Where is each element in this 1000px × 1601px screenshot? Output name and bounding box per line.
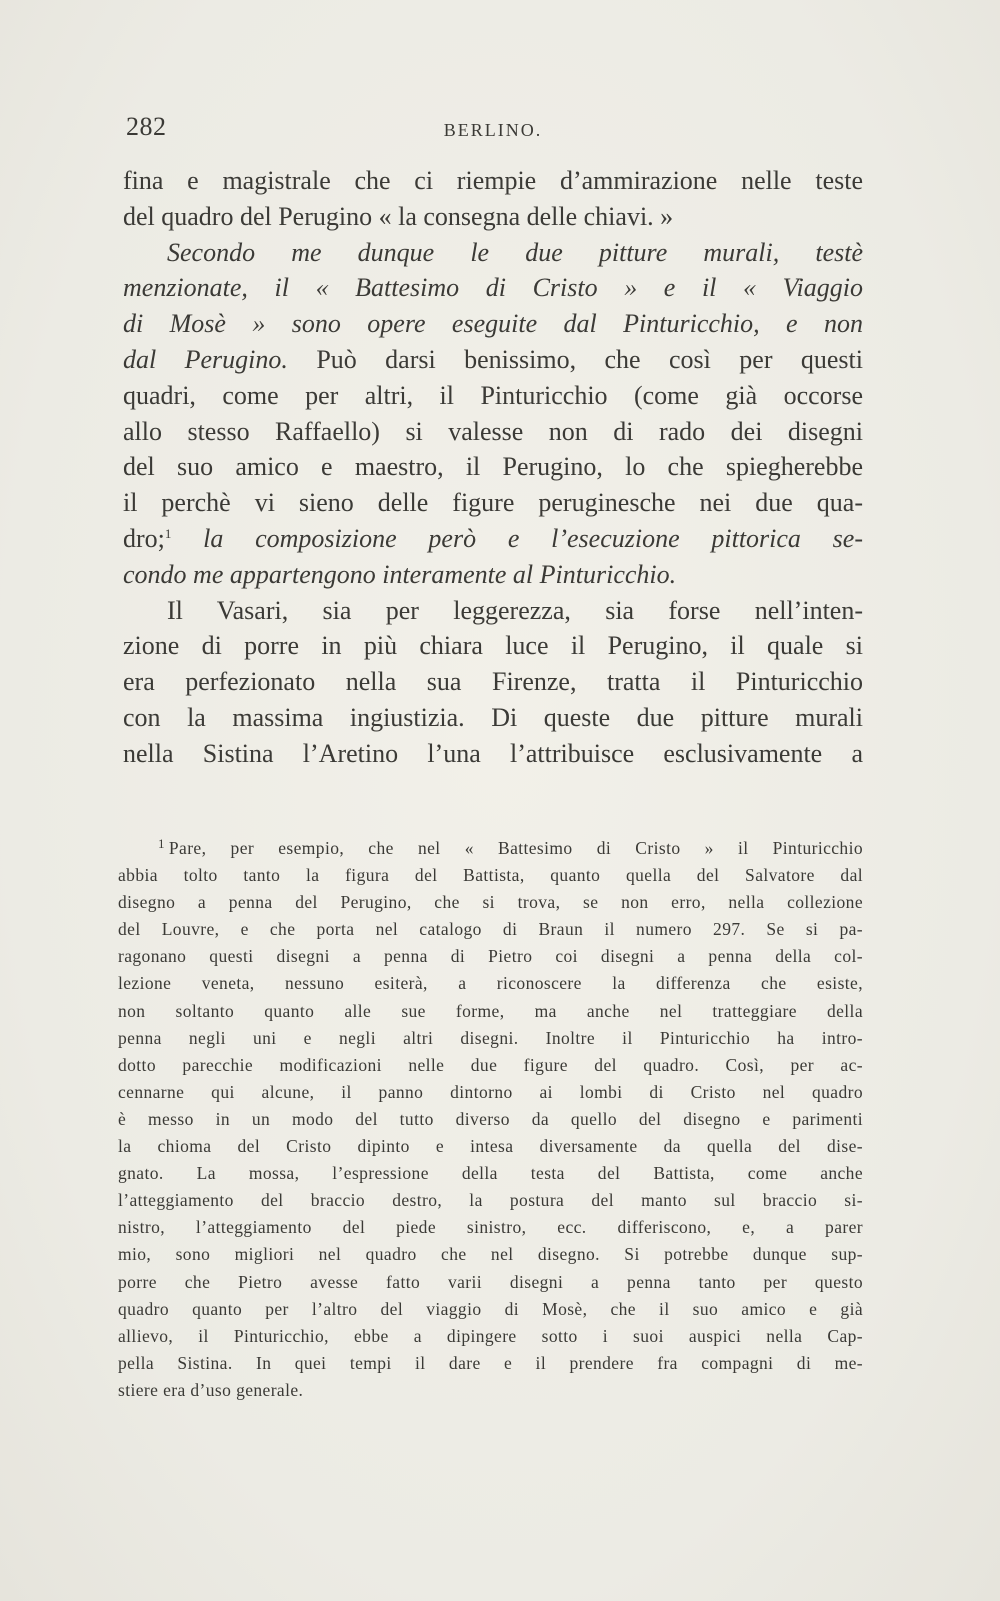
text-line bbox=[123, 557, 863, 593]
footnote-line bbox=[118, 1214, 863, 1241]
text-segment: del suo amico e maestro, il Perugino, lo che spiegherebbe bbox=[123, 452, 863, 482]
text-segment: condo me appartengono interamente al Pinturicchio. bbox=[123, 559, 677, 589]
page-header bbox=[126, 112, 860, 152]
footnote-text: gnato. La mossa, l’espressione della testa del Battista, come anche bbox=[118, 1163, 863, 1184]
footnote-line bbox=[118, 943, 863, 970]
text-line bbox=[123, 199, 863, 235]
footnote-text: pella Sistina. In quei tempi il dare e il prendere fra compagni di me- bbox=[118, 1352, 863, 1373]
footnote-line bbox=[118, 916, 863, 943]
footnote-text: penna negli uni e negli altri disegni. Inoltre il Pinturicchio ha intro- bbox=[118, 1027, 863, 1048]
footnote-text: ragonano questi disegni a penna di Pietro coi disegni a penna della col- bbox=[118, 946, 863, 967]
footnote-line bbox=[118, 1160, 863, 1187]
footnote-text: abbia tolto tanto la figura del Battista, quanto quella del Salvatore dal bbox=[118, 865, 863, 886]
text-line bbox=[123, 342, 863, 378]
footnote-line bbox=[118, 1241, 863, 1268]
footnote-text: stiere era d’uso generale. bbox=[118, 1379, 304, 1400]
text-segment: dro; bbox=[123, 523, 165, 553]
text-line bbox=[123, 664, 863, 700]
footnote-line bbox=[118, 1025, 863, 1052]
text-line bbox=[123, 485, 863, 521]
footnote-text: dotto parecchie modificazioni nelle due figure del quadro. Così, per ac- bbox=[118, 1054, 863, 1075]
footnote-text: del Louvre, e che porta nel catalogo di Braun il numero 297. Se si pa- bbox=[118, 919, 863, 940]
text-segment: Secondo me dunque le due pitture murali, testè bbox=[167, 237, 863, 267]
text-line bbox=[123, 736, 863, 772]
text-segment: dal Perugino. bbox=[123, 344, 288, 374]
text-segment: allo stesso Raffaello) si valesse non di rado dei disegni bbox=[123, 416, 863, 446]
footnote-line bbox=[118, 1133, 863, 1160]
text-line bbox=[123, 414, 863, 450]
footnote-text: la chioma del Cristo dipinto e intesa diversamente da quella del dise- bbox=[118, 1136, 863, 1157]
footnote-text: mio, sono migliori nel quadro che nel disegno. Si potrebbe dunque sup- bbox=[118, 1244, 863, 1265]
footnote-text: quadro quanto per l’altro del viaggio di Mosè, che il suo amico e già bbox=[118, 1298, 863, 1319]
text-segment: Il Vasari, sia per leggerezza, sia forse nell’inten- bbox=[167, 595, 863, 625]
footnote-line bbox=[118, 862, 863, 889]
text-line bbox=[123, 521, 863, 557]
footnote-text: cennarne qui alcune, il panno dintorno ai lombi di Cristo nel quadro bbox=[118, 1081, 863, 1102]
text-segment: fina e magistrale che ci riempie d’ammirazione nelle teste bbox=[123, 166, 863, 195]
footnote-line bbox=[118, 1052, 863, 1079]
footnote-text: non soltanto quanto alle sue forme, ma anche nel tratteggiare della bbox=[118, 1000, 863, 1021]
footnote-line bbox=[118, 889, 863, 916]
text-segment: zione di porre in più chiara luce il Perugino, il quale si bbox=[123, 631, 863, 661]
text-line bbox=[123, 628, 863, 664]
text-segment: menzionate, il « Battesimo di Cristo » e il « Viaggio bbox=[123, 273, 863, 303]
footnote-marker: 1 bbox=[158, 836, 165, 851]
text-line bbox=[123, 306, 863, 342]
text-segment: di Mosè » sono opere eseguite dal Pinturicchio, e non bbox=[123, 309, 863, 339]
footnote-line bbox=[118, 1323, 863, 1350]
text-segment: nella Sistina l’Aretino l’una l’attribuisce esclusivamente a bbox=[123, 738, 863, 768]
footnote-text: disegno a penna del Perugino, che si trova, se non erro, nella collezione bbox=[118, 892, 863, 913]
text-segment: con la massima ingiustizia. Di queste due pitture murali bbox=[123, 702, 863, 732]
text-segment: il perchè vi sieno delle figure peruginesche nei due qua- bbox=[123, 488, 863, 518]
text-line bbox=[123, 700, 863, 736]
footnote-line bbox=[118, 835, 863, 862]
text-line bbox=[123, 449, 863, 485]
text-segment: del quadro del Perugino « la consegna delle chiavi. » bbox=[123, 201, 674, 231]
text-line bbox=[123, 593, 863, 629]
footnote-line bbox=[118, 1079, 863, 1106]
footnote-reference: 1 bbox=[164, 525, 172, 541]
footnote-text: è messo in un modo del tutto diverso da quello del disegno e parimenti bbox=[118, 1108, 863, 1129]
running-title: BERLINO. bbox=[443, 120, 543, 140]
footnote-line bbox=[118, 1350, 863, 1377]
text-line bbox=[123, 378, 863, 414]
footnote-block bbox=[118, 835, 863, 1404]
footnote-line bbox=[118, 970, 863, 997]
footnote-line bbox=[118, 998, 863, 1025]
footnote-text: allievo, il Pinturicchio, ebbe a dipingere sotto i suoi auspici nella Cap- bbox=[118, 1325, 863, 1346]
text-segment: quadri, come per altri, il Pinturicchio (come già occorse bbox=[123, 380, 863, 410]
text-segment: Può darsi benissimo, che così per questi bbox=[287, 344, 863, 374]
footnote-text: Pare, per esempio, che nel « Battesimo di Cristo » il Pinturicchio bbox=[168, 838, 863, 858]
footnote-line bbox=[118, 1269, 863, 1296]
text-line bbox=[123, 235, 863, 271]
text-segment: la composizione però e l’esecuzione pittorica se- bbox=[171, 523, 863, 553]
footnote-text: lezione veneta, nessuno esiterà, a riconoscere la differenza che esiste, bbox=[118, 973, 863, 994]
text-segment: era perfezionato nella sua Firenze, tratta il Pinturicchio bbox=[123, 667, 863, 697]
text-line bbox=[123, 163, 863, 199]
footnote-line bbox=[118, 1106, 863, 1133]
footnote-line bbox=[118, 1377, 863, 1404]
footnote-line bbox=[118, 1187, 863, 1214]
text-line bbox=[123, 270, 863, 306]
footnote-line bbox=[118, 1296, 863, 1323]
footnote-text: porre che Pietro avesse fatto varii disegni a penna tanto per questo bbox=[118, 1271, 863, 1292]
page-number: 282 bbox=[126, 112, 167, 141]
footnote-text: l’atteggiamento del braccio destro, la postura del manto sul braccio si- bbox=[118, 1190, 863, 1211]
main-text bbox=[123, 163, 863, 772]
footnote-text: nistro, l’atteggiamento del piede sinistro, ecc. differiscono, e, a parer bbox=[118, 1217, 863, 1238]
